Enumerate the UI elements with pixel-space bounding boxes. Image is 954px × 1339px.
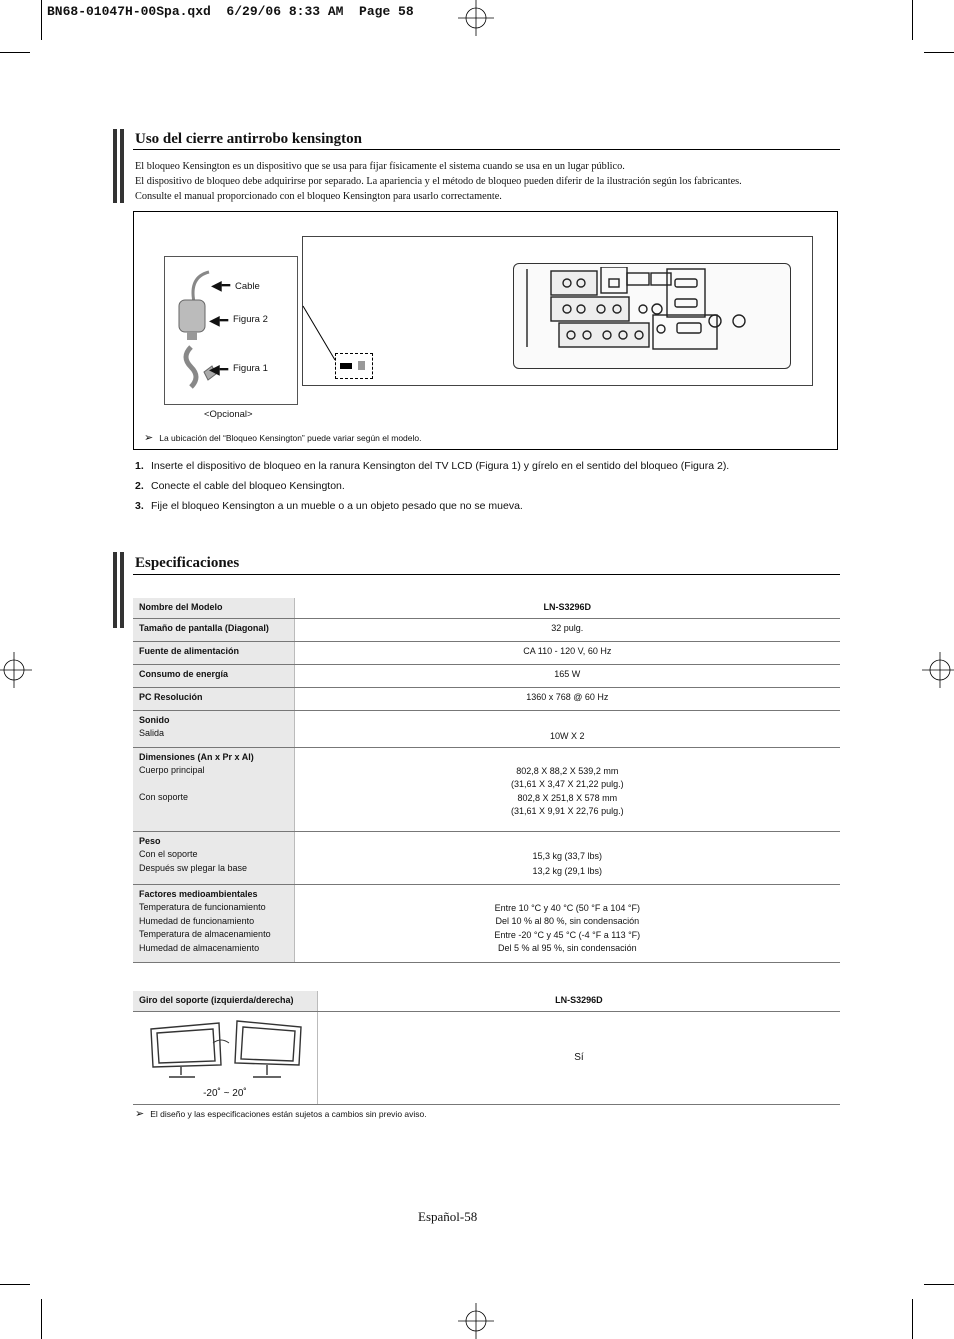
arrow-cable-icon: ◀━ bbox=[211, 277, 231, 293]
spec-sublabel: Humedad de funcionamiento bbox=[139, 915, 255, 926]
section-rule bbox=[133, 149, 840, 150]
crop-mark bbox=[924, 1284, 954, 1285]
spec-value: 1360 x 768 @ 60 Hz bbox=[294, 687, 840, 710]
spec-label: Fuente de alimentación bbox=[139, 645, 240, 656]
spec-label: Nombre del Modelo bbox=[139, 602, 223, 612]
section-bar bbox=[120, 129, 124, 203]
spec-label: Sonido bbox=[139, 714, 170, 725]
kensington-slot-icon bbox=[358, 361, 365, 370]
connector-jacks-icon bbox=[517, 267, 787, 365]
intro-paragraph-2: El dispositivo de bloqueo debe adquirirse por separado. La apariencia y el método de bloqueo pueden diferir de la ilustración según los fabricantes. bbox=[135, 176, 742, 187]
table-row bbox=[133, 641, 840, 664]
crop-mark bbox=[912, 1299, 913, 1339]
spec-note bbox=[135, 1107, 427, 1120]
spec-sublabel: Con el soporte bbox=[139, 849, 198, 859]
section-bar bbox=[113, 129, 117, 203]
kensington-slot-highlight bbox=[335, 353, 373, 379]
spec-sublabel: Salida bbox=[139, 728, 165, 738]
arrow-fig1-icon: ◀━ bbox=[209, 361, 229, 377]
file-header: BN68-01047H-00Spa.qxd 6/29/06 8:33 AM Page 58 bbox=[47, 4, 414, 19]
registration-mark-icon bbox=[458, 0, 494, 36]
step-3: 3. Fije el bloqueo Kensington a un mueble o a un objeto pesado que no se mueva. bbox=[135, 500, 523, 512]
spec-value: CA 110 - 120 V, 60 Hz bbox=[294, 641, 840, 664]
crop-mark bbox=[924, 52, 954, 53]
spec-sublabel: Cuerpo principal bbox=[139, 765, 205, 775]
page-number: Español-58 bbox=[418, 1209, 478, 1224]
registration-mark-icon bbox=[0, 652, 32, 688]
swivel-table bbox=[133, 991, 840, 1105]
spec-value: 802,8 X 88,2 X 539,2 mm (31,61 X 3,47 X 21,22 pulg.) 802,8 X 251,8 X 578 mm (31,61 X 9,91 X 22,76 pulg.) bbox=[511, 765, 624, 816]
table-row bbox=[133, 664, 840, 687]
tv-back-panel bbox=[302, 236, 813, 386]
spec-value: 10W X 2 bbox=[550, 731, 585, 741]
spec-sublabel: Humedad de almacenamiento bbox=[139, 942, 260, 953]
specifications-table bbox=[133, 598, 840, 963]
intro-paragraph-3: Consulte el manual proporcionado con el bloqueo Kensington para usarlo correctamente. bbox=[135, 191, 502, 202]
tv-swivel-icon bbox=[141, 1015, 309, 1083]
registration-mark-icon bbox=[458, 1303, 494, 1339]
swivel-label: Giro del soporte (izquierda/derecha) bbox=[139, 995, 294, 1005]
spec-value: 165 W bbox=[294, 664, 840, 687]
label-cable: Cable bbox=[235, 281, 260, 292]
table-row bbox=[133, 991, 840, 1011]
swivel-value: Sí bbox=[574, 1051, 584, 1063]
kensington-slot-icon bbox=[340, 363, 352, 369]
intro-paragraph-1: El bloqueo Kensington es un dispositivo que se usa para fijar físicamente el sistema cuando se usa en un lugar público. bbox=[135, 161, 625, 172]
section-rule bbox=[133, 574, 840, 575]
crop-mark bbox=[0, 52, 30, 53]
table-row bbox=[133, 710, 840, 747]
connector-panel bbox=[513, 263, 791, 369]
label-opcional: <Opcional> bbox=[204, 409, 253, 420]
crop-mark bbox=[0, 1284, 30, 1285]
spec-label: Dimensiones (An x Pr x Al) bbox=[139, 751, 254, 762]
spec-label: Tamaño de pantalla (Diagonal) bbox=[139, 622, 269, 633]
spec-label: Peso bbox=[139, 835, 161, 846]
step-1: 1. Inserte el dispositivo de bloqueo en la ranura Kensington del TV LCD (Figura 1) y gírelo en el sentido del bloqueo (Figura 2). bbox=[135, 460, 730, 472]
registration-mark-icon bbox=[922, 652, 954, 688]
table-row bbox=[133, 884, 840, 962]
figure-note-text: La ubicación del “Bloqueo Kensington” puede variar según el modelo. bbox=[159, 433, 422, 443]
spec-value: 32 pulg. bbox=[294, 618, 840, 641]
spec-value: LN-S3296D bbox=[543, 602, 592, 612]
label-figura-2: Figura 2 bbox=[233, 314, 268, 325]
spec-label: Consumo de energía bbox=[139, 668, 229, 679]
step-2: 2. Conecte el cable del bloqueo Kensington. bbox=[135, 480, 345, 492]
spec-label: PC Resolución bbox=[139, 691, 203, 702]
note-arrow-icon: ➢ bbox=[144, 432, 154, 444]
table-row bbox=[133, 618, 840, 641]
lock-illustration-box bbox=[164, 256, 298, 405]
section-bar bbox=[113, 552, 117, 628]
spec-value: 15,3 kg (33,7 lbs) 13,2 kg (29,1 lbs) bbox=[532, 850, 603, 876]
section-bar bbox=[120, 552, 124, 628]
section-title-especificaciones: Especificaciones bbox=[135, 555, 240, 571]
crop-mark bbox=[912, 0, 913, 40]
spec-sublabel: Temperatura de almacenamiento bbox=[139, 929, 271, 939]
spec-sublabel: Con soporte bbox=[139, 792, 189, 802]
table-row bbox=[133, 598, 840, 618]
label-figura-1: Figura 1 bbox=[233, 363, 268, 374]
spec-value: Entre 10 °C y 40 °C (50 °F a 104 °F) Del 10 % al 80 %, sin condensación Entre -20 °C y 45 °C (-4 °F a 113 °F) Del 5 % al 95 %, sin condensación bbox=[494, 902, 641, 953]
note-arrow-icon: ➢ bbox=[135, 1108, 145, 1120]
section-title-kensington: Uso del cierre antirrobo kensington bbox=[135, 131, 362, 147]
swivel-range: -20˚ ~ 20˚ bbox=[203, 1088, 247, 1099]
crop-mark bbox=[41, 1299, 42, 1339]
crop-mark bbox=[41, 0, 42, 40]
table-row bbox=[133, 831, 840, 884]
table-row bbox=[133, 1011, 840, 1104]
spec-sublabel: Después sw plegar la base bbox=[139, 862, 248, 873]
spec-sublabel: Temperatura de funcionamiento bbox=[139, 902, 266, 912]
kensington-figure bbox=[133, 211, 838, 450]
table-row bbox=[133, 687, 840, 710]
arrow-fig2-icon: ◀━ bbox=[209, 312, 229, 328]
table-row bbox=[133, 747, 840, 831]
swivel-model: LN-S3296D bbox=[555, 995, 603, 1005]
figure-note bbox=[144, 431, 421, 444]
spec-label: Factores medioambientales bbox=[139, 888, 258, 899]
spec-note-text: El diseño y las especificaciones están sujetos a cambios sin previo aviso. bbox=[150, 1109, 427, 1119]
